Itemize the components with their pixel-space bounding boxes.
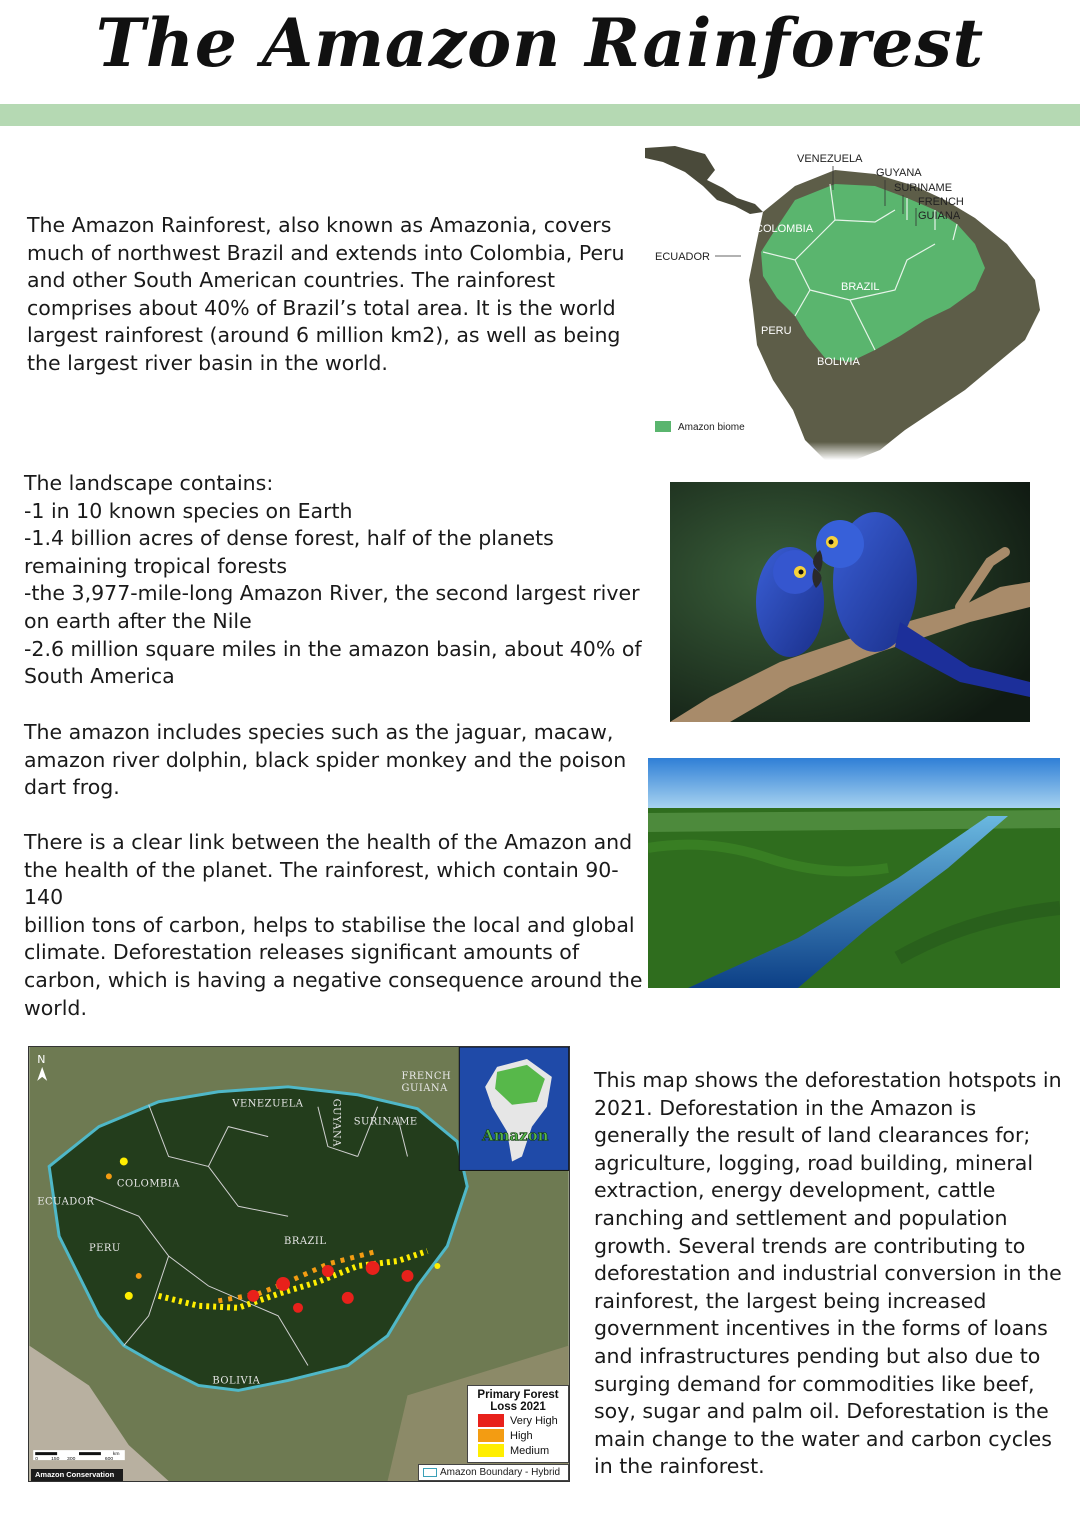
species-line: amazon river dolphin, black spider monkey and the poison xyxy=(24,747,627,772)
intro-line: much of northwest Brazil and extends into Colombia, Peru xyxy=(27,240,625,265)
hotspots-line: This map shows the deforestation hotspots in xyxy=(594,1068,1062,1092)
landscape-line: -1 in 10 known species on Earth xyxy=(24,498,353,523)
boundary-swatch xyxy=(423,1468,437,1477)
label-bolivia: BOLIVIA xyxy=(817,356,860,368)
climate-line: billion tons of carbon, helps to stabilise the local and global xyxy=(24,912,635,937)
hotspots-line: government incentives in the forms of loans xyxy=(594,1316,1048,1341)
hotspots-line: 2021. Deforestation in the Amazon is xyxy=(594,1095,977,1120)
hotspots-paragraph xyxy=(594,1067,1064,1481)
hotspots-line: agriculture, logging, road building, mineral xyxy=(594,1150,1034,1175)
amazon-boundary-legend xyxy=(418,1464,569,1481)
species-paragraph xyxy=(24,719,644,802)
dmap-label-bolivia: BOLIVIA xyxy=(212,1375,261,1387)
label-suriname: SURINAME xyxy=(894,182,953,194)
climate-line: carbon, which is having a negative consequence around the xyxy=(24,967,643,992)
climate-line: the health of the planet. The rainforest, which contain 90-140 xyxy=(24,857,619,910)
legend-swatch xyxy=(478,1429,504,1442)
hotspots-line: deforestation and industrial conversion in the xyxy=(594,1261,1062,1286)
biome-legend-label: Amazon biome xyxy=(678,422,745,433)
hotspots-line: main change to the water and carbon cycles xyxy=(594,1426,1052,1451)
dmap-label-french: FRENCH xyxy=(401,1070,452,1082)
hotspots-line: surging demand for commodities like beef, xyxy=(594,1371,1035,1396)
hotspots-line: rainforest, the largest being increased xyxy=(594,1288,987,1313)
amazon-biome-map xyxy=(645,140,1065,460)
dmap-label-venezuela: VENEZUELA xyxy=(232,1098,304,1110)
landscape-line: South America xyxy=(24,664,175,689)
landscape-line: -2.6 million square miles in the amazon basin, about 40% of xyxy=(24,636,642,661)
amazon-river-photo xyxy=(648,758,1060,988)
hotspots-line: ranching and settlement and population xyxy=(594,1205,1008,1230)
central-america-land xyxy=(645,146,763,214)
dmap-label-ecuador: ECUADOR xyxy=(37,1196,95,1208)
dmap-label-colombia: COLOMBIA xyxy=(116,1178,180,1190)
hotspots-line: soy, sugar and palm oil. Deforestation is the xyxy=(594,1399,1049,1424)
forest-loss-legend xyxy=(467,1385,569,1463)
label-colombia: COLOMBIA xyxy=(755,223,814,235)
landscape-line: remaining tropical forests xyxy=(24,553,288,578)
legend-label: High xyxy=(510,1429,533,1442)
legend-swatch xyxy=(478,1414,504,1427)
legend-label: Medium xyxy=(510,1444,550,1457)
hotspots-line: generally the result of land clearances for; xyxy=(594,1123,1031,1148)
label-brazil: BRAZIL xyxy=(841,281,880,293)
scale-unit: km xyxy=(112,1452,120,1458)
species-line: dart frog. xyxy=(24,775,120,800)
label-venezuela: VENEZUELA xyxy=(797,153,863,165)
climate-line: climate. Deforestation releases significant amounts of xyxy=(24,940,580,965)
label-ecuador: ECUADOR xyxy=(655,251,711,263)
climate-paragraph xyxy=(24,829,644,1022)
landscape-line: The landscape contains: xyxy=(24,471,274,495)
intro-line: largest rainforest (around 6 million km2), as well as being xyxy=(27,323,621,348)
climate-line: There is a clear link between the health of the Amazon and xyxy=(24,830,633,854)
legend-row-high xyxy=(478,1428,568,1443)
legend-label: Very High xyxy=(510,1414,558,1427)
label-guyana: GUYANA xyxy=(876,167,922,179)
scale-tick-150: 150 xyxy=(51,1457,60,1463)
landscape-line: on earth after the Nile xyxy=(24,608,252,633)
scale-tick-600: 600 xyxy=(104,1457,114,1463)
biome-legend-swatch xyxy=(655,421,671,432)
label-guiana: GUIANA xyxy=(918,210,961,222)
climate-line: world. xyxy=(24,995,87,1020)
hotspots-line: and infrastructures pending but also due to xyxy=(594,1343,1041,1368)
legend-title-2: Loss 2021 xyxy=(490,1401,546,1413)
legend-swatch xyxy=(478,1444,504,1457)
intro-line: The Amazon Rainforest, also known as Amazonia, covers xyxy=(27,213,612,237)
legend-row-medium xyxy=(478,1443,568,1458)
inset-label-amazon: Amazon xyxy=(482,1126,549,1145)
intro-paragraph xyxy=(27,212,637,378)
intro-line: comprises about 40% of Brazil’s total area. It is the world xyxy=(27,295,616,320)
landscape-line: -the 3,977-mile-long Amazon River, the second largest river xyxy=(24,581,640,606)
hotspots-line: in the rainforest. xyxy=(594,1454,765,1479)
hotspots-line: extraction, energy development, cattle xyxy=(594,1178,996,1203)
page-title: The Amazon Rainforest xyxy=(95,4,985,82)
landscape-line: -1.4 billion acres of dense forest, half of the planets xyxy=(24,526,554,551)
scale-tick-0: 0 xyxy=(35,1457,38,1463)
scale-tick-300: 300 xyxy=(67,1457,76,1463)
boundary-label: Amazon Boundary - Hybrid xyxy=(440,1467,561,1478)
dmap-label-suriname: SURINAME xyxy=(353,1116,418,1128)
legend-row-very-high xyxy=(478,1413,568,1428)
legend-title-1: Primary Forest xyxy=(477,1389,559,1401)
landscape-paragraph xyxy=(24,470,644,691)
title-underline-bar xyxy=(0,104,1080,126)
label-peru: PERU xyxy=(761,325,792,337)
map-credit: Amazon Conservation xyxy=(31,1469,123,1481)
species-line: The amazon includes species such as the jaguar, macaw, xyxy=(24,720,614,744)
dmap-label-guiana: GUIANA xyxy=(401,1082,448,1094)
dmap-label-brazil: BRAZIL xyxy=(284,1236,327,1248)
intro-line: and other South American countries. The rainforest xyxy=(27,268,556,293)
dmap-label-guyana: GUYANA xyxy=(330,1098,342,1147)
label-french: FRENCH xyxy=(918,196,964,208)
hotspots-line: growth. Several trends are contributing to xyxy=(594,1233,1026,1258)
dmap-label-peru: PERU xyxy=(88,1243,121,1255)
north-label: N xyxy=(37,1052,46,1066)
macaw-photo xyxy=(670,482,1030,722)
intro-line: the largest river basin in the world. xyxy=(27,350,388,375)
